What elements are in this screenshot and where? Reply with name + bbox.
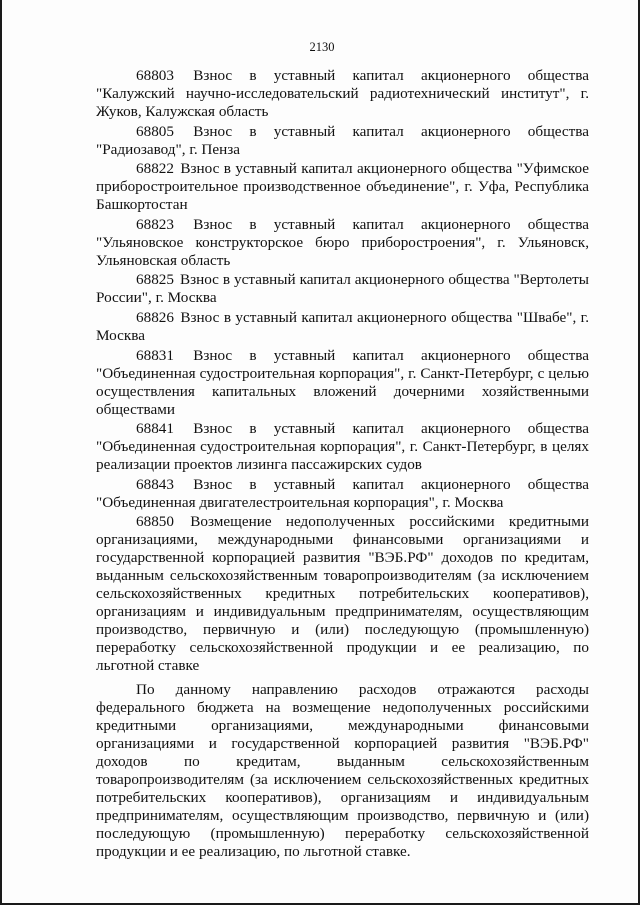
budget-entry xyxy=(96,476,589,512)
entry-text: Взнос в уставный капитал акционерного общества "Вертолеты России", г. Москва xyxy=(96,271,590,307)
entry-text: Взнос в уставный капитал акционерного общества "Уфимское приборостроительное производственное объединение", г. Уфа, Республика Башкортостан xyxy=(96,160,589,214)
entry-code: 68805 xyxy=(136,122,174,140)
budget-entry xyxy=(96,160,589,214)
entry-code: 68831 xyxy=(136,346,174,364)
budget-entry xyxy=(96,216,589,270)
entry-code: 68823 xyxy=(136,215,174,233)
budget-entry xyxy=(96,309,589,345)
entry-text: Взнос в уставный капитал акционерного общества "Швабе", г. Москва xyxy=(96,308,589,344)
budget-entry xyxy=(96,347,589,419)
budget-entry xyxy=(96,123,589,159)
entry-text: Взнос в уставный капитал акционерного общества "Калужский научно-исследовательский радиотехнический институт", г. Жуков, Калужская область xyxy=(96,67,589,120)
entry-code: 68826 xyxy=(136,308,174,326)
entry-text: Взнос в уставный капитал акционерного общества "Объединенная судостроительная корпорация", г. Санкт-Петербург, с целью осуществления капитальных вложений дочерними хозяйственными обществами xyxy=(96,346,589,418)
budget-entry xyxy=(96,271,589,307)
entry-text: Возмещение недополученных российскими кредитными организациями, международными финансовыми организациями и государственной корпорацией развития "ВЭБ.РФ" доходов по кредитам, выданным сельскохозяйственным товаропроизводителям (за исключением сельскохозяйственных кредитных потребительских кооперативов), организациям и индивидуальным предпринимателям, осуществляющим производство, первичную и (или) последующую (промышленную) переработку сельскохозяйственной продукции и ее реализацию, по льготной ставке xyxy=(96,513,589,675)
entry-text: Взнос в уставный капитал акционерного общества "Радиозавод", г. Пенза xyxy=(96,122,589,158)
document-body xyxy=(96,67,589,861)
entry-code: 68841 xyxy=(136,420,174,438)
budget-entry xyxy=(96,67,589,121)
entry-code: 68843 xyxy=(136,475,174,493)
entry-code: 68850 xyxy=(136,513,174,531)
entry-code: 68803 xyxy=(136,67,174,84)
entry-text: Взнос в уставный капитал акционерного общества "Объединенная двигателестроительная корпорация", г. Москва xyxy=(96,475,589,511)
budget-entry xyxy=(96,513,589,675)
explanatory-note: По данному направлению расходов отражаются расходы федерального бюджета на возмещение недополученных российскими кредитными организациями, международными финансовыми организациями и государственной корпорацией развития "ВЭБ.РФ" доходов по кредитам, выданным сельскохозяйственным товаропроизводителям (за исключением сельскохозяйственных кредитных потребительских кооперативов), организациям и индивидуальным предпринимателям, осуществляющим производство, первичную и (или) последующую (промышленную) переработку сельскохозяйственной продукции и ее реализацию, по льготной ставке. xyxy=(96,681,589,861)
entry-text: Взнос в уставный капитал акционерного общества "Объединенная судостроительная корпорация", г. Санкт-Петербург, в целях реализации проектов лизинга пассажирских судов xyxy=(96,420,589,474)
page-number: 2130 xyxy=(309,40,335,54)
entry-text: Взнос в уставный капитал акционерного общества "Ульяновское конструкторское бюро приборостроения", г. Ульяновск, Ульяновская область xyxy=(96,215,589,269)
entry-code: 68822 xyxy=(136,160,174,178)
entry-code: 68825 xyxy=(136,271,174,289)
budget-entry xyxy=(96,420,589,474)
